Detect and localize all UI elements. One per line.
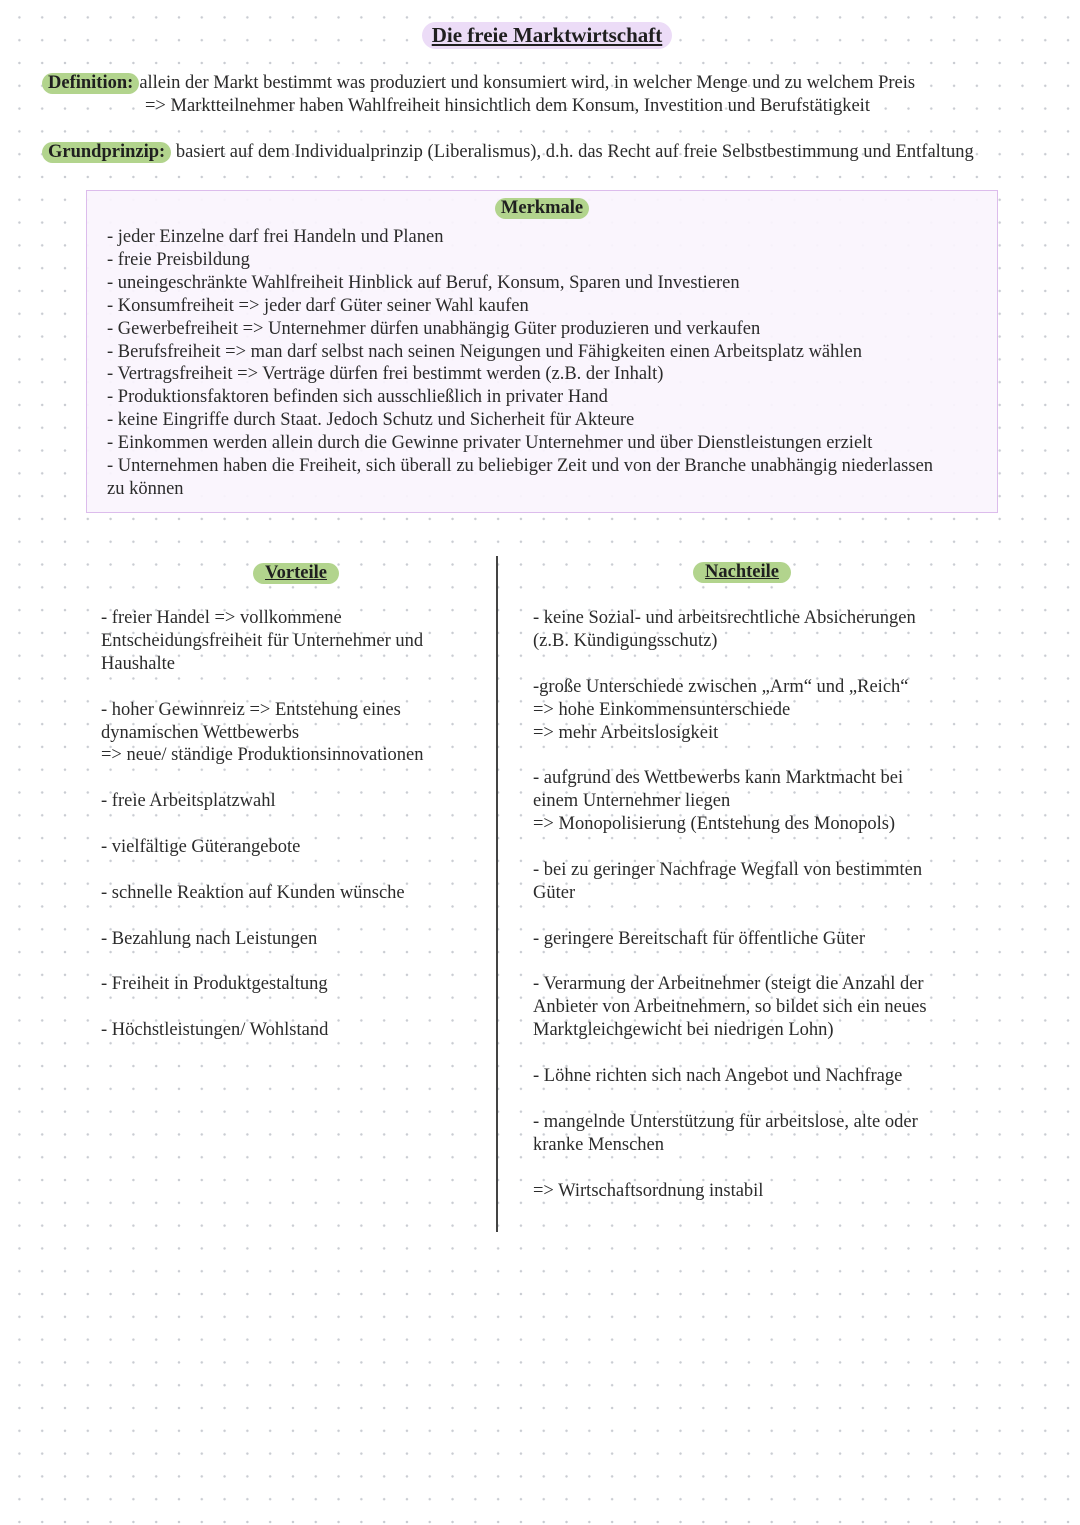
definition-sub: => Marktteilnehmer haben Wahlfreiheit hinsichtlich dem Konsum, Investition und Berufstätigkeit: [145, 96, 870, 116]
nachteil-item: [533, 676, 973, 745]
nachteil-item: [533, 973, 973, 1042]
merkmale-list: [107, 226, 997, 501]
merkmal-item: - Berufsfreiheit => man darf selbst nach seinen Neigungen und Fähigkeiten einen Arbeitsplatz wählen: [107, 341, 862, 362]
merkmal-item: - Konsumfreiheit => jeder darf Güter seiner Wahl kaufen: [107, 295, 529, 316]
vorteil-item: [101, 836, 481, 859]
vorteil-item-line: Haushalte: [101, 653, 175, 674]
nachteil-item-line: - bei zu geringer Nachfrage Wegfall von bestimmten: [533, 859, 923, 880]
nachteil-item-line: Marktgleichgewicht bei niedrigen Lohn): [533, 1020, 834, 1041]
merkmal-item: - freie Preisbildung: [107, 249, 250, 270]
vorteil-item: [101, 699, 481, 768]
vorteil-item-line: Entscheidungsfreiheit für Unternehmer und: [101, 630, 424, 651]
nachteil-item: [533, 1180, 973, 1203]
vorteil-item: [101, 882, 481, 905]
nachteil-item-line: - mangelnde Unterstützung für arbeitslose, alte oder: [533, 1111, 918, 1132]
grundprinzip-text: basiert auf dem Individualprinzip (Liberalismus), d.h. das Recht auf freie Selbstbestimmung und Entfaltung: [175, 142, 974, 162]
vorteil-item: [101, 928, 481, 951]
nachteil-item-line: => Monopolisierung (Entstehung des Monopols): [533, 814, 896, 835]
nachteil-item: [533, 928, 973, 951]
merkmal-item: - Gewerbefreiheit => Unternehmer dürfen unabhängig Güter produzieren und verkaufen: [107, 318, 761, 339]
vorteil-item-line: - schnelle Reaktion auf Kunden wünsche: [101, 882, 405, 903]
merkmale-box: [86, 190, 998, 513]
merkmal-item: - keine Eingriffe durch Staat. Jedoch Schutz und Sicherheit für Akteure: [107, 410, 635, 431]
nachteil-item: [533, 1111, 973, 1157]
vorteil-item-line: - Freiheit in Produktgestaltung: [101, 974, 328, 995]
vorteil-item-line: - Bezahlung nach Leistungen: [101, 928, 318, 949]
merkmal-item: - Produktionsfaktoren befinden sich ausschließlich in privater Hand: [107, 387, 608, 408]
nachteil-item: [533, 767, 973, 836]
nachteil-item-line: Güter: [533, 882, 576, 903]
definition-text: allein der Markt bestimmt was produziert und konsumiert wird, in welcher Menge und zu welchem Preis: [139, 73, 916, 93]
vorteil-item: [101, 790, 481, 813]
vorteil-item-line: - freier Handel => vollkommene: [101, 608, 342, 628]
nachteil-item: [533, 607, 973, 653]
nachteil-item-line: einem Unternehmer liegen: [533, 791, 731, 812]
nachteil-item-line: Anbieter von Arbeitnehmern, so bildet sich ein neues: [533, 997, 927, 1018]
merkmal-item: - Unternehmen haben die Freiheit, sich überall zu beliebiger Zeit und von der Branche unabhängig niederlassen: [107, 456, 934, 477]
nachteil-item: [533, 859, 973, 905]
vorteile-heading: [243, 563, 349, 584]
nachteil-item-line: (z.B. Kündigungsschutz): [533, 630, 718, 651]
nachteil-item-line: - aufgrund des Wettbewerbs kann Marktmacht bei: [533, 768, 904, 789]
nachteil-item-line: - Löhne richten sich nach Angebot und Nachfrage: [533, 1066, 903, 1087]
merkmale-heading: [87, 198, 997, 219]
vorteile-list: [101, 607, 481, 1065]
vorteil-item-line: - hoher Gewinnreiz => Entstehung eines: [101, 699, 401, 720]
nachteil-item-line: - keine Sozial- und arbeitsrechtliche Absicherungen: [533, 608, 916, 628]
merkmal-item: - uneingeschränkte Wahlfreiheit Hinblick auf Beruf, Konsum, Sparen und Investieren: [107, 272, 740, 293]
nachteil-item: [533, 1065, 973, 1088]
nachteile-heading-text: Nachteile: [693, 562, 791, 583]
nachteil-item-line: => Wirtschaftsordnung instabil: [533, 1180, 764, 1201]
column-divider: [496, 556, 498, 1232]
nachteil-item-line: -große Unterschiede zwischen „Arm“ und „Reich“: [533, 676, 909, 697]
nachteile-heading: [686, 562, 798, 583]
nachteil-item-line: - geringere Bereitschaft für öffentliche Güter: [533, 928, 865, 949]
vorteil-item-line: => neue/ ständige Produktionsinnovationen: [101, 745, 424, 766]
vorteile-heading-text: Vorteile: [253, 563, 339, 584]
nachteile-list: [533, 607, 973, 1225]
vorteil-item: [101, 607, 481, 676]
vorteil-item-line: - Höchstleistungen/ Wohlstand: [101, 1020, 329, 1041]
nachteil-item-line: kranke Menschen: [533, 1134, 664, 1155]
vorteil-item-line: - freie Arbeitsplatzwahl: [101, 791, 276, 812]
page-title: [0, 22, 1080, 49]
nachteil-item-line: => hohe Einkommensunterschiede: [533, 699, 791, 720]
merkmal-item: - jeder Einzelne darf frei Handeln und Planen: [107, 227, 444, 247]
vorteil-item-line: - vielfältige Güterangebote: [101, 837, 301, 858]
merkmale-heading-text: Merkmale: [495, 198, 589, 219]
definition-line: [42, 72, 915, 95]
definition-label: Definition:: [42, 73, 139, 94]
grundprinzip-label: Grundprinzip:: [42, 142, 171, 163]
page-title-text: Die freie Marktwirtschaft: [422, 22, 673, 49]
nachteil-item-line: => mehr Arbeitslosigkeit: [533, 722, 719, 743]
vorteil-item-line: dynamischen Wettbewerbs: [101, 722, 300, 743]
merkmal-item: - Vertragsfreiheit => Verträge dürfen frei bestimmt werden (z.B. der Inhalt): [107, 364, 664, 385]
vorteil-item: [101, 1019, 481, 1042]
grundprinzip-line: [42, 141, 974, 164]
merkmal-item: zu können: [107, 478, 184, 499]
nachteil-item-line: - Verarmung der Arbeitnehmer (steigt die Anzahl der: [533, 974, 924, 995]
merkmal-item: - Einkommen werden allein durch die Gewinne privater Unternehmer und über Dienstleistungen erzielt: [107, 433, 873, 454]
vorteil-item: [101, 973, 481, 996]
